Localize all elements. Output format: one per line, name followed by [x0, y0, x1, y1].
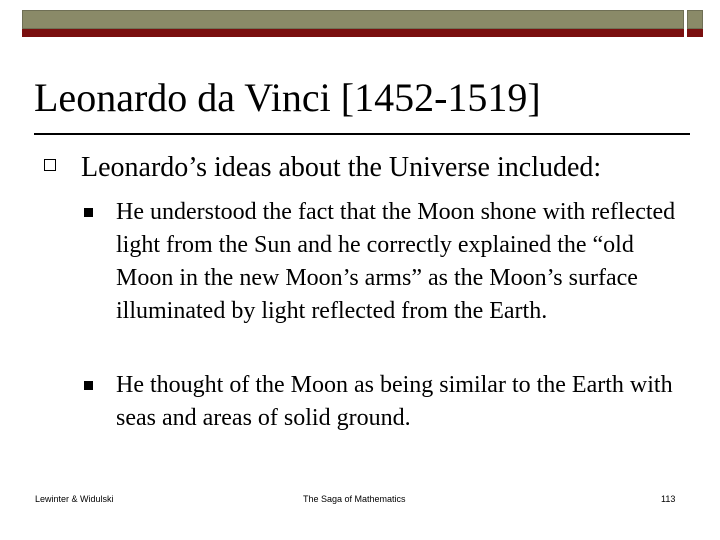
slide-title: Leonardo da Vinci [1452-1519]	[34, 75, 541, 120]
hollow-square-bullet-icon	[44, 159, 56, 171]
header-corner-box	[687, 10, 703, 37]
header-bar-olive	[22, 10, 684, 29]
corner-box-red	[687, 29, 703, 37]
main-bullet-text: Leonardo’s ideas about the Universe included:	[81, 152, 602, 183]
filled-square-bullet-icon	[84, 381, 93, 390]
header-decorative-bar	[22, 10, 684, 37]
sub-bullet-text-1: He understood the fact that the Moon shone with reflected light from the Sun and he correctly explained the “old Moon in the new Moon’s arms” as the Moon’s surface illuminated by light reflected from the Earth.	[116, 199, 676, 324]
sub-bullet-text-2: He thought of the Moon as being similar to the Earth with seas and areas of solid ground.	[116, 372, 673, 431]
filled-square-bullet-icon	[84, 208, 93, 217]
footer-authors: Lewinter & Widulski	[35, 494, 114, 504]
title-underline-divider	[34, 133, 690, 135]
header-bar-red	[22, 29, 684, 37]
footer-title: The Saga of Mathematics	[303, 494, 406, 504]
corner-box-olive	[687, 10, 703, 29]
footer-page-number: 113	[661, 494, 676, 504]
